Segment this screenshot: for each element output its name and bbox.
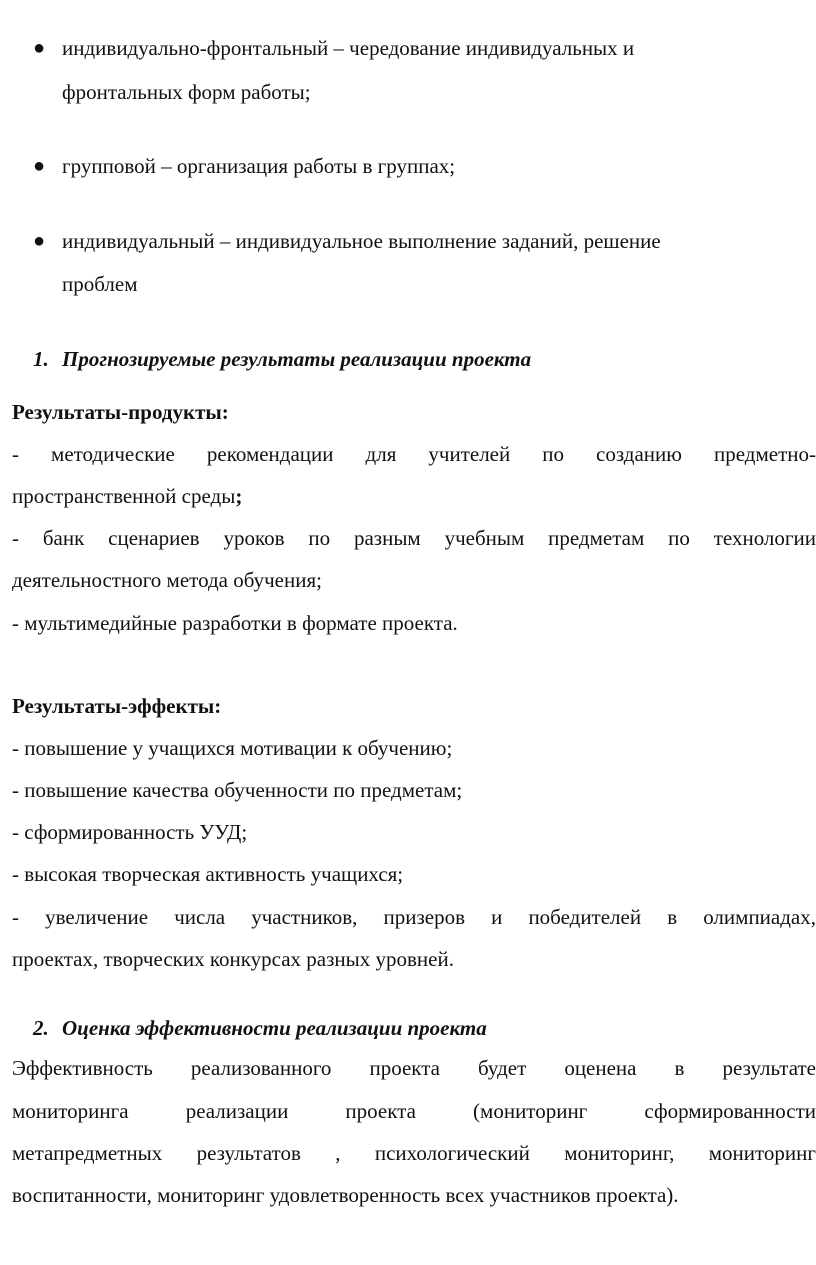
products-heading: Результаты-продукты: bbox=[12, 400, 229, 424]
section-1-title: Прогнозируемые результаты реализации проекта bbox=[62, 347, 532, 371]
effects-item: - повышение у учащихся мотивации к обучению; bbox=[12, 736, 453, 760]
effects-item: - высокая творческая активность учащихся; bbox=[12, 862, 404, 886]
bullet-3-line-2: проблем bbox=[62, 272, 138, 296]
section-2-title: Оценка эффективности реализации проекта bbox=[62, 1016, 487, 1040]
bullet-1-line-1: индивидуально-фронтальный – чередование индивидуальных и bbox=[62, 36, 635, 60]
section-2-paragraph-line-4: воспитанности, мониторинг удовлетворенность всех участников проекта). bbox=[12, 1183, 679, 1207]
section-1-number: 1. bbox=[33, 347, 49, 371]
bullet-icon: ● bbox=[33, 37, 46, 59]
products-item-1-line-2 bbox=[12, 484, 242, 508]
section-2-paragraph-line-1: Эффективность реализованного проекта будет оценена в результате bbox=[12, 1056, 816, 1080]
effects-last-item-line-1: - увеличение числа участников, призеров и победителей в олимпиадах, bbox=[12, 905, 816, 929]
effects-item: - повышение качества обученности по предметам; bbox=[12, 778, 463, 802]
bullet-icon: ● bbox=[33, 230, 46, 252]
section-2-paragraph-line-2: мониторинга реализации проекта (мониторинг сформированности bbox=[12, 1099, 816, 1123]
bullet-2-line-1: групповой – организация работы в группах; bbox=[62, 154, 456, 178]
products-item-1-semicolon: ; bbox=[235, 484, 243, 508]
products-item-2-line-1: - банк сценариев уроков по разным учебным предметам по технологии bbox=[12, 526, 816, 550]
effects-last-item-line-2: проектах, творческих конкурсах разных уровней. bbox=[12, 947, 454, 971]
products-item-1-line-2-text: пространственной среды bbox=[12, 484, 236, 508]
bullet-3-line-1: индивидуальный – индивидуальное выполнение заданий, решение bbox=[62, 229, 661, 253]
bullet-1-line-2: фронтальных форм работы; bbox=[62, 80, 311, 104]
section-2-paragraph-line-3: метапредметных результатов , психологический мониторинг, мониторинг bbox=[12, 1141, 816, 1165]
effects-item: - сформированность УУД; bbox=[12, 820, 248, 844]
products-item-2-line-2: деятельностного метода обучения; bbox=[12, 568, 322, 592]
section-2-number: 2. bbox=[33, 1016, 49, 1040]
effects-heading: Результаты-эффекты: bbox=[12, 694, 222, 718]
products-item-3: - мультимедийные разработки в формате проекта. bbox=[12, 611, 458, 635]
bullet-icon: ● bbox=[33, 155, 46, 177]
products-item-1-line-1: - методические рекомендации для учителей по созданию предметно- bbox=[12, 442, 816, 466]
